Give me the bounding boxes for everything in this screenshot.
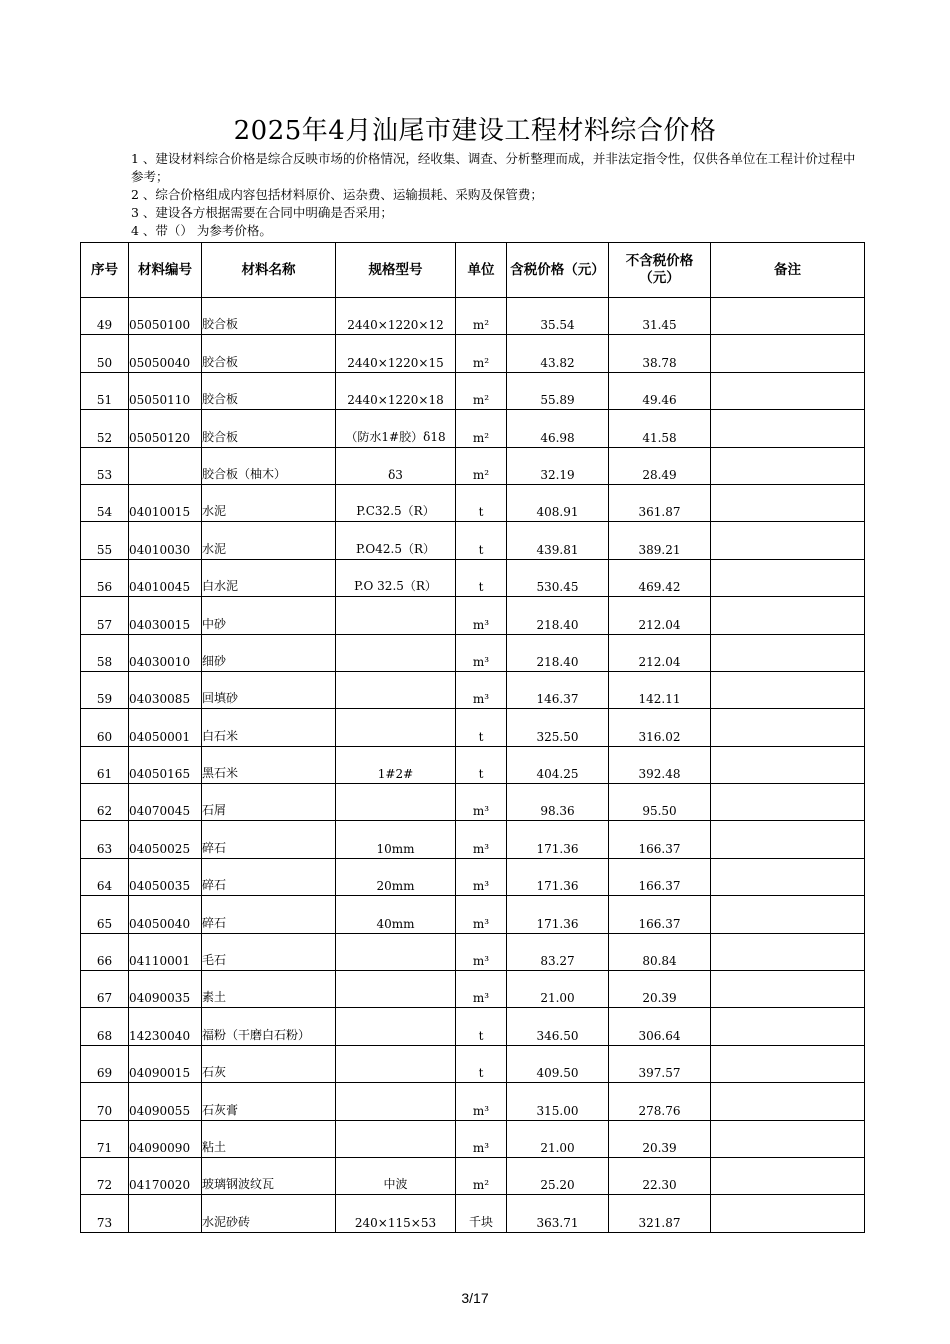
cell-tax: 21.00 (507, 971, 609, 1008)
cell-no: 53 (81, 447, 129, 484)
cell-note (711, 709, 865, 746)
cell-spec (336, 784, 456, 821)
cell-notax: 38.78 (609, 335, 711, 372)
table-row (81, 671, 865, 708)
note-4: 4 、带（） 为参考价格。 (131, 223, 272, 238)
cell-tax: 363.71 (507, 1195, 609, 1232)
cell-spec: 中波 (336, 1157, 456, 1194)
cell-note (711, 858, 865, 895)
cell-no: 54 (81, 484, 129, 521)
cell-notax: 306.64 (609, 1008, 711, 1045)
cell-spec: P.C32.5（R） (336, 484, 456, 521)
cell-no: 66 (81, 933, 129, 970)
cell-unit: m³ (456, 858, 507, 895)
cell-name: 碎石 (202, 821, 336, 858)
table-header (81, 243, 865, 298)
cell-note (711, 559, 865, 596)
header-no: 序号 (81, 243, 129, 298)
cell-tax: 218.40 (507, 597, 609, 634)
cell-unit: m² (456, 372, 507, 409)
cell-spec: 240×115×53 (336, 1195, 456, 1232)
cell-no: 60 (81, 709, 129, 746)
cell-spec: 20mm (336, 858, 456, 895)
cell-code: 04090090 (129, 1120, 202, 1157)
cell-name: 白水泥 (202, 559, 336, 596)
cell-name: 白石米 (202, 709, 336, 746)
table-row (81, 1008, 865, 1045)
table-row (81, 1157, 865, 1194)
price-table (80, 242, 865, 1233)
cell-name: 粘土 (202, 1120, 336, 1157)
cell-name: 碎石 (202, 896, 336, 933)
cell-no: 55 (81, 522, 129, 559)
cell-notax: 166.37 (609, 858, 711, 895)
header-unit: 单位 (456, 243, 507, 298)
cell-code: 04110001 (129, 933, 202, 970)
cell-name: 水泥 (202, 484, 336, 521)
cell-notax: 321.87 (609, 1195, 711, 1232)
cell-code: 05050110 (129, 372, 202, 409)
cell-unit: m³ (456, 634, 507, 671)
cell-tax: 35.54 (507, 298, 609, 335)
cell-no: 67 (81, 971, 129, 1008)
cell-spec (336, 597, 456, 634)
cell-no: 49 (81, 298, 129, 335)
cell-note (711, 746, 865, 783)
cell-code (129, 447, 202, 484)
cell-name: 胶合板 (202, 410, 336, 447)
cell-tax: 21.00 (507, 1120, 609, 1157)
table-row (81, 597, 865, 634)
cell-tax: 409.50 (507, 1045, 609, 1082)
cell-notax: 361.87 (609, 484, 711, 521)
cell-name: 胶合板 (202, 298, 336, 335)
table-row (81, 821, 865, 858)
cell-name: 石灰膏 (202, 1083, 336, 1120)
cell-no: 65 (81, 896, 129, 933)
cell-code: 04030010 (129, 634, 202, 671)
cell-notax: 392.48 (609, 746, 711, 783)
cell-tax: 98.36 (507, 784, 609, 821)
cell-unit: m³ (456, 597, 507, 634)
cell-note (711, 410, 865, 447)
cell-note (711, 1008, 865, 1045)
cell-name: 毛石 (202, 933, 336, 970)
cell-tax: 25.20 (507, 1157, 609, 1194)
cell-name: 水泥砂砖 (202, 1195, 336, 1232)
cell-notax: 95.50 (609, 784, 711, 821)
cell-spec: 10mm (336, 821, 456, 858)
cell-notax: 469.42 (609, 559, 711, 596)
cell-code: 04010045 (129, 559, 202, 596)
cell-code: 04050001 (129, 709, 202, 746)
cell-code: 04090015 (129, 1045, 202, 1082)
table-row (81, 447, 865, 484)
note-1: 1 、建设材料综合价格是综合反映市场的价格情况，经收集、调查、分析整理而成，并非法定指令性，仅供各单位在工程计价过程中参考； (131, 151, 856, 184)
table-row (81, 896, 865, 933)
cell-spec (336, 1083, 456, 1120)
cell-tax: 171.36 (507, 821, 609, 858)
cell-name: 中砂 (202, 597, 336, 634)
cell-tax: 530.45 (507, 559, 609, 596)
cell-tax: 315.00 (507, 1083, 609, 1120)
cell-no: 52 (81, 410, 129, 447)
cell-unit: m³ (456, 784, 507, 821)
cell-note (711, 522, 865, 559)
cell-name: 素土 (202, 971, 336, 1008)
header-spec: 规格型号 (336, 243, 456, 298)
cell-name: 玻璃钢波纹瓦 (202, 1157, 336, 1194)
cell-name: 胶合板 (202, 372, 336, 409)
cell-no: 69 (81, 1045, 129, 1082)
cell-tax: 408.91 (507, 484, 609, 521)
cell-tax: 83.27 (507, 933, 609, 970)
cell-notax: 20.39 (609, 1120, 711, 1157)
cell-tax: 325.50 (507, 709, 609, 746)
table-row (81, 1045, 865, 1082)
notes (131, 150, 861, 240)
cell-name: 石灰 (202, 1045, 336, 1082)
cell-no: 71 (81, 1120, 129, 1157)
cell-name: 福粉（干磨白石粉） (202, 1008, 336, 1045)
cell-notax: 80.84 (609, 933, 711, 970)
cell-note (711, 1157, 865, 1194)
cell-unit: m² (456, 410, 507, 447)
cell-note (711, 298, 865, 335)
cell-notax: 397.57 (609, 1045, 711, 1082)
table-row (81, 298, 865, 335)
cell-name: 碎石 (202, 858, 336, 895)
cell-spec: 40mm (336, 896, 456, 933)
cell-no: 56 (81, 559, 129, 596)
table-row (81, 1083, 865, 1120)
cell-tax: 404.25 (507, 746, 609, 783)
cell-notax: 28.49 (609, 447, 711, 484)
cell-code: 04030015 (129, 597, 202, 634)
cell-no: 50 (81, 335, 129, 372)
cell-note (711, 1195, 865, 1232)
cell-tax: 346.50 (507, 1008, 609, 1045)
cell-spec: 2440×1220×18 (336, 372, 456, 409)
cell-note (711, 933, 865, 970)
cell-tax: 46.98 (507, 410, 609, 447)
cell-unit: m² (456, 335, 507, 372)
cell-notax: 49.46 (609, 372, 711, 409)
cell-spec: P.O 32.5（R） (336, 559, 456, 596)
cell-spec: （防水1#胶）δ18 (336, 410, 456, 447)
cell-notax: 20.39 (609, 971, 711, 1008)
cell-spec (336, 971, 456, 1008)
cell-code: 04010030 (129, 522, 202, 559)
cell-note (711, 1083, 865, 1120)
cell-notax: 41.58 (609, 410, 711, 447)
cell-unit: t (456, 746, 507, 783)
cell-notax: 278.76 (609, 1083, 711, 1120)
header-notax-price: 不含税价格（元） (609, 243, 711, 298)
cell-unit: t (456, 1045, 507, 1082)
cell-unit: t (456, 559, 507, 596)
cell-name: 胶合板 (202, 335, 336, 372)
cell-no: 51 (81, 372, 129, 409)
table-row (81, 933, 865, 970)
cell-code: 04170020 (129, 1157, 202, 1194)
cell-unit: t (456, 484, 507, 521)
cell-note (711, 821, 865, 858)
table-row (81, 1120, 865, 1157)
cell-no: 57 (81, 597, 129, 634)
cell-spec (336, 671, 456, 708)
cell-name: 石屑 (202, 784, 336, 821)
cell-code: 04010015 (129, 484, 202, 521)
cell-no: 68 (81, 1008, 129, 1045)
table-row (81, 1195, 865, 1232)
cell-note (711, 335, 865, 372)
cell-notax: 166.37 (609, 896, 711, 933)
cell-spec: δ3 (336, 447, 456, 484)
page-title: 2025年4月汕尾市建设工程材料综合价格 (233, 116, 717, 146)
cell-notax: 22.30 (609, 1157, 711, 1194)
cell-code: 04090035 (129, 971, 202, 1008)
cell-code: 05050100 (129, 298, 202, 335)
cell-note (711, 896, 865, 933)
cell-spec (336, 709, 456, 746)
cell-tax: 171.36 (507, 896, 609, 933)
cell-unit: m³ (456, 933, 507, 970)
cell-notax: 142.11 (609, 671, 711, 708)
header-code: 材料编号 (129, 243, 202, 298)
header-name: 材料名称 (202, 243, 336, 298)
cell-spec (336, 1120, 456, 1157)
cell-code: 04030085 (129, 671, 202, 708)
page-number: 3/17 (461, 1290, 489, 1306)
cell-no: 73 (81, 1195, 129, 1232)
cell-unit: t (456, 709, 507, 746)
cell-spec (336, 933, 456, 970)
table-row (81, 559, 865, 596)
table-row (81, 784, 865, 821)
cell-code: 04090055 (129, 1083, 202, 1120)
cell-notax: 166.37 (609, 821, 711, 858)
cell-no: 58 (81, 634, 129, 671)
cell-spec (336, 1008, 456, 1045)
cell-no: 64 (81, 858, 129, 895)
cell-no: 59 (81, 671, 129, 708)
cell-no: 70 (81, 1083, 129, 1120)
cell-unit: m² (456, 447, 507, 484)
cell-note (711, 484, 865, 521)
cell-code: 05050040 (129, 335, 202, 372)
table-row (81, 746, 865, 783)
table-row (81, 372, 865, 409)
cell-note (711, 1120, 865, 1157)
cell-note (711, 447, 865, 484)
cell-unit: m³ (456, 821, 507, 858)
cell-code: 04050040 (129, 896, 202, 933)
cell-spec: 1#2# (336, 746, 456, 783)
cell-tax: 43.82 (507, 335, 609, 372)
cell-note (711, 1045, 865, 1082)
cell-unit: m³ (456, 971, 507, 1008)
cell-tax: 32.19 (507, 447, 609, 484)
cell-notax: 212.04 (609, 634, 711, 671)
cell-code: 14230040 (129, 1008, 202, 1045)
cell-tax: 439.81 (507, 522, 609, 559)
cell-name: 胶合板（柚木） (202, 447, 336, 484)
cell-tax: 55.89 (507, 372, 609, 409)
cell-spec (336, 634, 456, 671)
cell-note (711, 784, 865, 821)
cell-tax: 218.40 (507, 634, 609, 671)
cell-spec: 2440×1220×15 (336, 335, 456, 372)
cell-unit: m² (456, 298, 507, 335)
cell-unit: t (456, 1008, 507, 1045)
cell-unit: m³ (456, 896, 507, 933)
table-row (81, 522, 865, 559)
cell-unit: m³ (456, 1120, 507, 1157)
cell-unit: m³ (456, 1083, 507, 1120)
cell-name: 水泥 (202, 522, 336, 559)
cell-notax: 31.45 (609, 298, 711, 335)
header-tax-price: 含税价格（元） (507, 243, 609, 298)
cell-name: 黑石米 (202, 746, 336, 783)
table-row (81, 709, 865, 746)
cell-code: 04050165 (129, 746, 202, 783)
cell-code: 04050035 (129, 858, 202, 895)
cell-code: 05050120 (129, 410, 202, 447)
cell-code: 04070045 (129, 784, 202, 821)
cell-no: 63 (81, 821, 129, 858)
cell-notax: 316.02 (609, 709, 711, 746)
cell-note (711, 971, 865, 1008)
cell-no: 62 (81, 784, 129, 821)
cell-name: 细砂 (202, 634, 336, 671)
note-2: 2 、综合价格组成内容包括材料原价、运杂费、运输损耗、采购及保管费； (131, 187, 543, 202)
cell-unit: m³ (456, 671, 507, 708)
cell-tax: 146.37 (507, 671, 609, 708)
cell-unit: 千块 (456, 1195, 507, 1232)
cell-unit: m² (456, 1157, 507, 1194)
table-row (81, 335, 865, 372)
cell-note (711, 671, 865, 708)
cell-unit: t (456, 522, 507, 559)
cell-code: 04050025 (129, 821, 202, 858)
cell-no: 61 (81, 746, 129, 783)
cell-note (711, 372, 865, 409)
cell-spec: P.O42.5（R） (336, 522, 456, 559)
cell-note (711, 634, 865, 671)
header-note: 备注 (711, 243, 865, 298)
table-row (81, 484, 865, 521)
cell-name: 回填砂 (202, 671, 336, 708)
cell-tax: 171.36 (507, 858, 609, 895)
cell-note (711, 597, 865, 634)
cell-spec (336, 1045, 456, 1082)
table-row (81, 410, 865, 447)
table-row (81, 858, 865, 895)
cell-no: 72 (81, 1157, 129, 1194)
table-row (81, 971, 865, 1008)
table-row (81, 634, 865, 671)
cell-spec: 2440×1220×12 (336, 298, 456, 335)
cell-notax: 212.04 (609, 597, 711, 634)
cell-code (129, 1195, 202, 1232)
cell-notax: 389.21 (609, 522, 711, 559)
note-3: 3 、建设各方根据需要在合同中明确是否采用； (131, 205, 393, 220)
